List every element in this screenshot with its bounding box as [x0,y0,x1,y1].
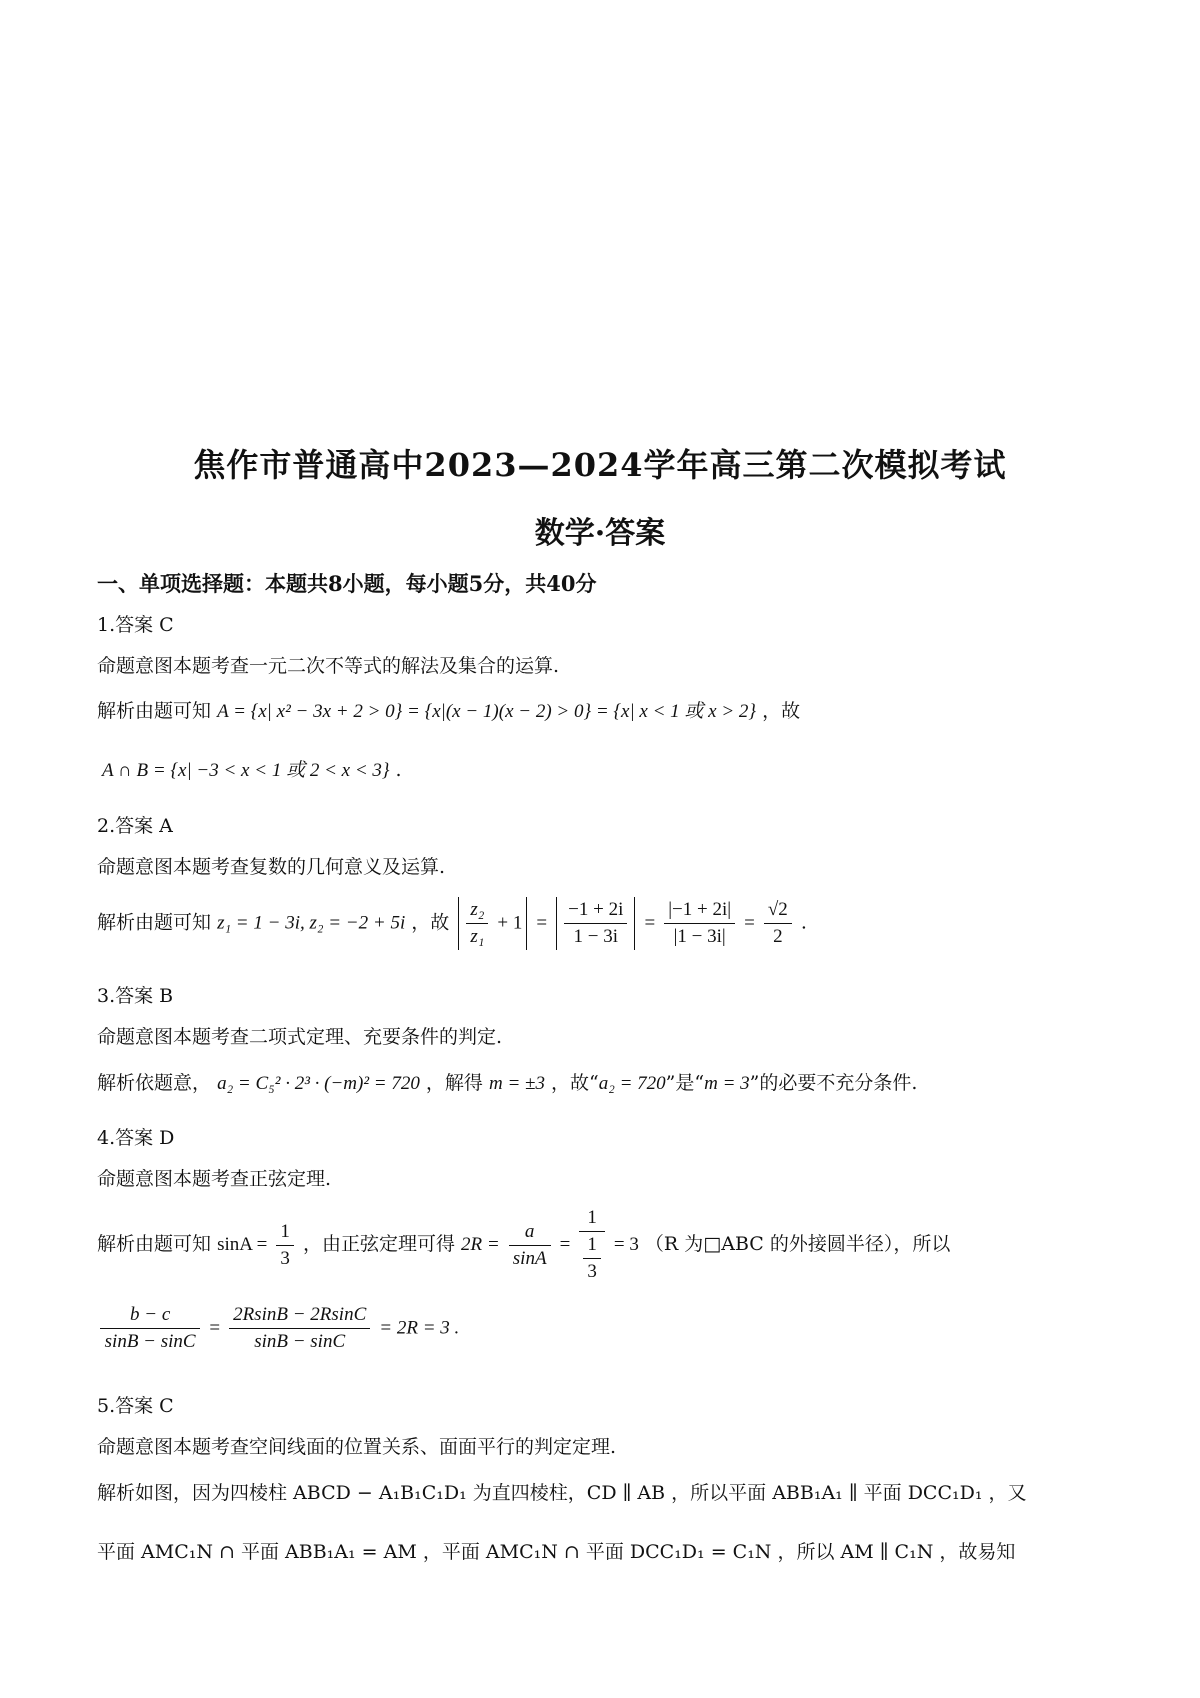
q4-solution-mid: ，由正弦定理可得 [302,1233,455,1255]
q2-fraction3-numerator: |−1 + 2i| [664,897,735,924]
q2-fraction3-denominator: |1 − 3i| [673,926,726,947]
q1-solution-lead: 解析由题可知 [97,700,212,722]
q2-solution-lead: 解析由题可知 [97,911,212,934]
q3-solution-mid2: ，故“ [551,1072,599,1094]
q4-sine-fraction [229,1302,370,1355]
q4-ratio-denominator: sinB − sinC [104,1331,196,1352]
q4-intent: 命题意图本题考查正弦定理. [97,1168,332,1190]
q2-fraction4-numerator: √2 [764,897,792,924]
q3-intent: 命题意图本题考查二项式定理、充要条件的判定. [97,1026,503,1048]
q1-line2-tail: . [395,759,402,781]
q4-equals-three: = 3 [613,1234,639,1255]
q4-line2-tail: = 2R = 3 . [379,1317,460,1339]
q1-set-a-formula: A = {x| x² − 3x + 2 > 0} = {x|(x − 1)(x − 2) > 0} = {x| x < 1 或 x > 2} [217,701,757,722]
q2-fraction2 [564,897,627,950]
q4-solution-tail: （R 为□ABC 的外接圆半径），所以 [644,1233,951,1255]
q4-fraction3-denominator [579,1232,605,1285]
document-subtitle: 数学·答案 [534,516,666,551]
q2-fraction4 [764,897,792,950]
q4-sina-label: sinA = [217,1234,268,1255]
q4-solution-line1 [97,1205,950,1285]
q2-fraction1-denominator: z₁ [470,926,485,947]
q4-fraction2-numerator: a [509,1219,551,1246]
q3-condition-a2: a₂ = 720 [598,1073,666,1094]
q2-fraction2-denominator: 1 − 3i [573,926,619,947]
q4-fraction1-numerator: 1 [276,1219,294,1246]
q2-answer: 2.答案 A [97,815,173,837]
q2-fraction-z2-z1 [466,897,488,950]
q2-solution [97,897,807,950]
q3-solution-tail: ”的必要不充分条件. [749,1072,918,1094]
q3-m-value: m = ±3 [488,1073,545,1094]
q3-condition-m: m = 3 [704,1073,750,1094]
q4-fraction3-numerator: 1 [579,1205,605,1232]
q2-intent: 命题意图本题考查复数的几何意义及运算. [97,856,446,878]
q4-fraction-a-sina [509,1219,551,1272]
q3-solution-lead: 解析依题意， [97,1072,212,1094]
q1-solution-line2 [102,755,402,782]
q5-solution-line2: 平面 AMC₁N ∩ 平面 ABB₁A₁ = AM ，平面 AMC₁N ∩ 平面 DCC₁D₁ = C₁N ，所以 AM ∥ C₁N ，故易知 [97,1541,1016,1563]
q4-ratio-fraction [100,1302,200,1355]
q5-answer: 5.答案 C [97,1395,174,1417]
q5-intent: 命题意图本题考查空间线面的位置关系、面面平行的判定定理. [97,1436,617,1458]
q2-modulus-2 [556,897,635,950]
q2-solution-mid: ，故 [411,911,450,934]
q2-fraction3 [664,897,735,950]
q4-fraction2-denominator: sinA [512,1247,547,1269]
q1-solution-tail: ，故 [762,700,801,722]
q1-intersection-formula: A ∩ B = {x| −3 < x < 1 或 2 < x < 3} [102,760,390,781]
q4-inner-numerator: 1 [583,1232,601,1259]
q5-solution-line1: 解析如图，因为四棱柱 ABCD − A₁B₁C₁D₁ 为直四棱柱，CD ∥ AB ，所以平面 ABB₁A₁ ∥ 平面 DCC₁D₁ ，又 [97,1482,1027,1504]
q4-ratio-numerator: b − c [100,1302,200,1329]
q2-plus-one: + 1 [497,912,523,934]
q2-z-values: z₁ = 1 − 3i, z₂ = −2 + 5i [217,912,406,934]
q2-equals-3: = [744,912,755,934]
q3-solution [97,1068,917,1095]
q3-answer: 3.答案 B [97,985,174,1007]
q3-solution-mid3: ”是“ [665,1072,705,1094]
q4-inner-fraction [583,1232,601,1285]
q4-sine-numerator: 2RsinB − 2RsinC [229,1302,370,1329]
q1-intent: 命题意图本题考查一元二次不等式的解法及集合的运算. [97,655,560,677]
q2-fraction4-denominator: 2 [773,926,783,947]
q2-equals-2: = [644,912,656,934]
q4-compound-fraction [579,1205,605,1285]
q2-fraction2-numerator: −1 + 2i [564,897,627,924]
q3-binomial-formula: a₂ = C₅² · 2³ · (−m)² = 720 [217,1073,420,1094]
section-heading: 一、单项选择题：本题共8小题，每小题5分，共40分 [97,571,597,596]
document-title: 焦作市普通高中2023—2024学年高三第二次模拟考试 [193,446,1007,484]
q4-sine-denominator: sinB − sinC [254,1331,346,1352]
q1-solution-line1 [97,696,800,723]
q4-equals: = [559,1234,571,1255]
q4-inner-denominator: 3 [587,1261,597,1282]
q4-answer: 4.答案 D [97,1127,175,1149]
q2-fraction1-numerator: z₂ [466,897,488,924]
q4-solution-lead: 解析由题可知 [97,1233,212,1255]
q4-fraction-one-third [276,1219,294,1272]
q4-two-r: 2R = [461,1234,500,1255]
q4-fraction1-denominator: 3 [280,1247,290,1269]
q1-answer: 1.答案 C [97,614,174,636]
q3-solution-mid1: ，解得 [425,1072,483,1094]
q2-tail: . [800,911,807,934]
q2-equals-1: = [536,912,548,934]
q4-line2-equals: = [209,1317,221,1339]
q2-modulus-1 [458,897,527,950]
q4-solution-line2 [97,1302,459,1355]
